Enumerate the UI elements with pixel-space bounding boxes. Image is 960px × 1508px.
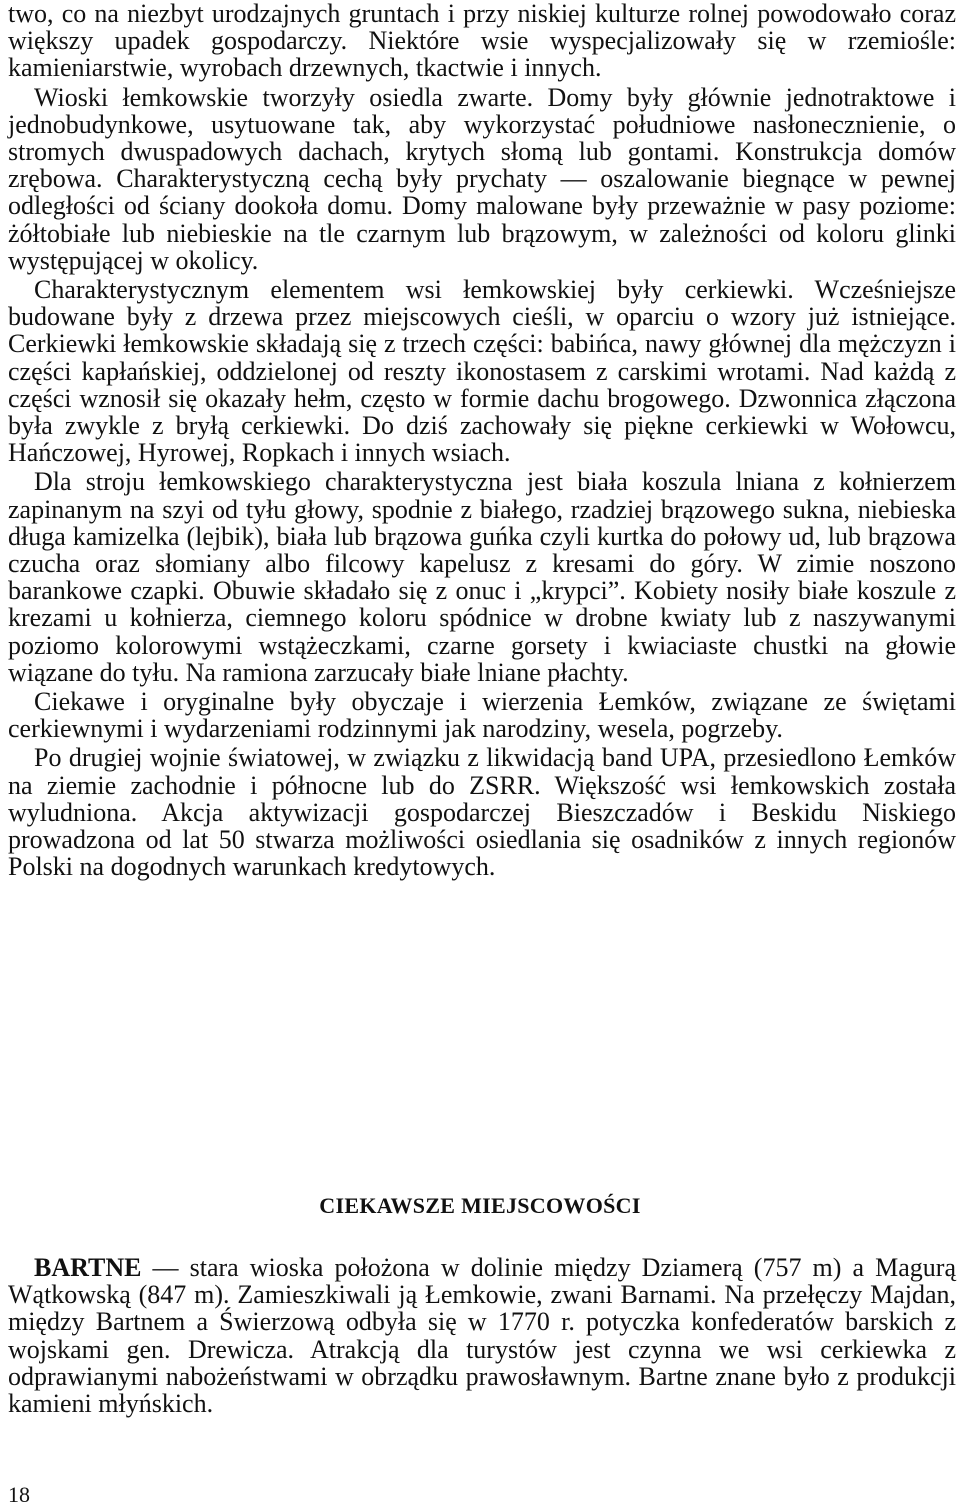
paragraph: Po drugiej wojnie światowej, w związku z likwidacją band UPA, przesiedlono Łemków na ziemie zachodnie i północne lub do ZSRR. Większość wsi łemkowskich została wyludniona. Akcja aktywizacji gospodarczej Bieszczadów i Beskidu Niskiego prowadzona od lat 50 stwarza możliwości osiedlania się osadników z innych regionów Polski na dogodnych warunkach kredytowych.: [8, 743, 956, 882]
place-name: BARTNE: [34, 1253, 142, 1282]
paragraph: Wioski łemkowskie tworzyły osiedla zwarte. Domy były głównie jednotraktowe i jednobudynkowe, usytuowane tak, aby wykorzystać południowe nasłonecznienie, o stromych dwuspadowych dachach, krytych słomą lub gontami. Konstrukcja domów zrębowa. Charakterystyczną cechą były prychaty — oszalowanie biegnące w pewnej odległości od ściany dookoła domu. Domy malowane były przeważnie w pasy poziome: żółtobiałe lub niebieskie na tle czarnym lub brązowym, w zależności od koloru glinki występującej w okolicy.: [8, 82, 956, 275]
paragraph: Ciekawe i oryginalne były obyczaje i wierzenia Łemków, związane ze świętami cerkiewnymi i wydarzeniami rodzinnymi jak narodziny, wesela, pogrzeby.: [8, 687, 956, 744]
section-heading: CIEKAWSZE MIEJSCOWOŚCI: [319, 1193, 641, 1218]
page-number: 18: [8, 1482, 30, 1507]
place-entry: [8, 1254, 956, 1417]
paragraph: Dla stroju łemkowskiego charakterystyczna jest biała koszula lniana z kołnierzem zapinanym na szyi od tyłu głowy, spodnie z białego, rzadziej brązowego sukna, niebieska długa kamizelka (lejbik), biała lub brązowa guńka czyli kurtka do połowy ud, lub brązowa czucha oraz słomiany albo filcowy kapelusz z kresami do góry. W zimie noszono barankowe czapki. Obuwie składało się z onuc i „krypci”. Kobiety nosiły białe koszule z krezami u kołnierza, ciemnego koloru spódnice w drobne kwiaty lub z naszywanymi poziomo kolorowymi wstążeczkami, czarne gorsety i kwiaciaste chustki na głowie wiązane do tyłu. Na ramiona zarzucały białe lniane płachty.: [8, 467, 956, 687]
paragraph: two, co na niezbyt urodzajnych gruntach i przy niskiej kulturze rolnej powodowało coraz większy upadek gospodarczy. Niektóre wsie wyspecjalizowały się w rzemiośle: kamieniarstwie, wyrobach drzewnych, tkactwie i innych.: [8, 0, 956, 83]
page-body: [8, 0, 956, 881]
place-description: — stara wioska położona w dolinie między Dziamerą (757 m) a Magurą Wątkowską (847 m). Zamieszkiwali ją Łemkowie, zwani Barnami. Na przełęczy Majdan, między Bartnem a Świerzową odbyła się w 1770 r. potyczka konfederatów barskich z wojskami gen. Drewicza. Atrakcją dla turystów jest czynna we wsi cerkiewka z odprawianymi nabożeństwami w obrządku prawosławnym. Bartne znane było z produkcji kamieni młyńskich.: [8, 1253, 956, 1419]
paragraph: Charakterystycznym elementem wsi łemkowskiej były cerkiewki. Wcześniejsze budowane były z drzewa przez miejscowych cieśli, w oparciu o wzory już istniejące. Cerkiewki łemkowskie składają się z trzech części: babińca, nawy głównej dla mężczyzn i części kapłańskiej, oddzielonej od reszty ikonostasem z carskimi wrotami. Nad każdą z części wznosił się okazały hełm, często w formie dachu brogowego. Dzwonnica złączona była zwykle z bryłą cerkiewki. Do dziś zachowały się piękne cerkiewki w Wołowcu, Hańczowej, Hyrowej, Ropkach i innych wsiach.: [8, 275, 956, 468]
